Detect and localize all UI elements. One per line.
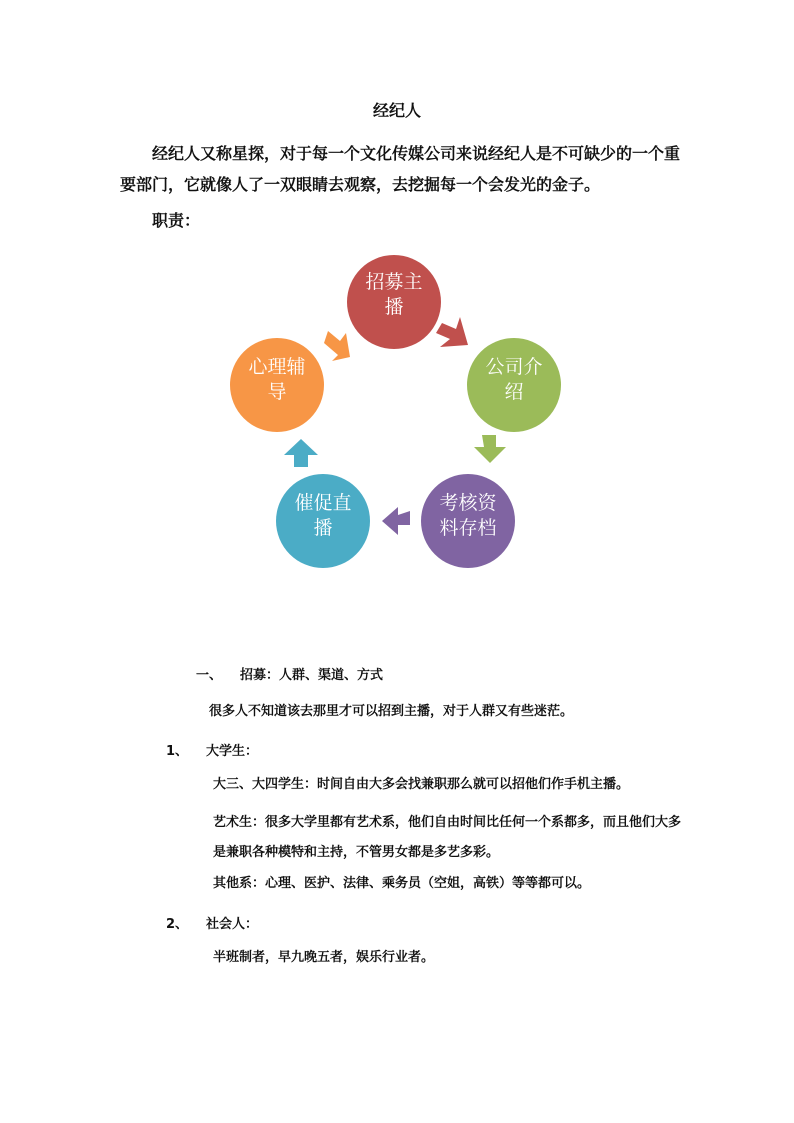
intro-paragraph: 经纪人又称星探，对于每一个文化传媒公司来说经纪人是不可缺少的一个重要部门，它就像人了一双眼睛去观察，去挖掘每一个会发光的金子。 [120,144,681,194]
section-1-marker: 一、 [196,668,223,683]
cycle-node-counseling-label-2: 导 [267,381,287,403]
cycle-node-counseling-label: 心理辅 [248,356,306,378]
section-1-intro: 很多人不知道该去那里才可以招到主播，对于人群又有些迷茫。 [209,704,574,719]
item-2-para-1: 半班制者，早九晚五者，娱乐行业者。 [213,950,435,965]
cycle-node-assess-archive-label: 考核资 [439,492,497,514]
cycle-node-company-intro-label-2: 绍 [504,381,524,403]
arrow-urge-to-counsel [284,439,318,467]
item-2-heading [166,913,258,932]
document-title: 经纪人 [372,101,421,120]
item-2-number: 2、 [166,917,189,932]
cycle-node-urge-live-label: 催促直 [294,492,352,514]
duties-cycle-diagram [220,245,580,575]
duties-label: 职责： [152,211,201,230]
cycle-svg [220,245,580,575]
item-2-label: 社会人： [206,917,259,932]
item-1-para-2: 艺术生：很多大学里都有艺术系，他们自由时间比任何一个系都多，而且他们大多是兼职各种模特和主持，不管男女都是多艺多彩。 [213,815,682,860]
arrow-intro-to-archive [474,435,506,463]
cycle-node-urge-live-label-2: 播 [313,517,333,539]
arrow-counsel-to-recruit [324,331,350,361]
arrow-recruit-to-intro [436,317,468,347]
cycle-node-recruit-label-2: 播 [384,296,404,318]
section-1-heading [196,664,383,683]
cycle-node-recruit-label: 招募主 [365,271,423,293]
item-1-label: 大学生： [206,744,259,759]
cycle-node-company-intro-label: 公司介 [485,356,543,378]
section-1-title: 招募：人群、渠道、方式 [240,668,384,683]
item-1-para-3: 其他系：心理、医护、法律、乘务员（空姐，高铁）等等都可以。 [213,876,591,891]
item-1-number: 1、 [166,744,189,759]
item-1-heading [166,740,258,759]
item-1-para-1: 大三、大四学生：时间自由大多会找兼职那么就可以招他们作手机主播。 [213,777,630,792]
cycle-node-assess-archive-label-2: 料存档 [439,517,497,539]
arrow-archive-to-urge [382,507,410,535]
